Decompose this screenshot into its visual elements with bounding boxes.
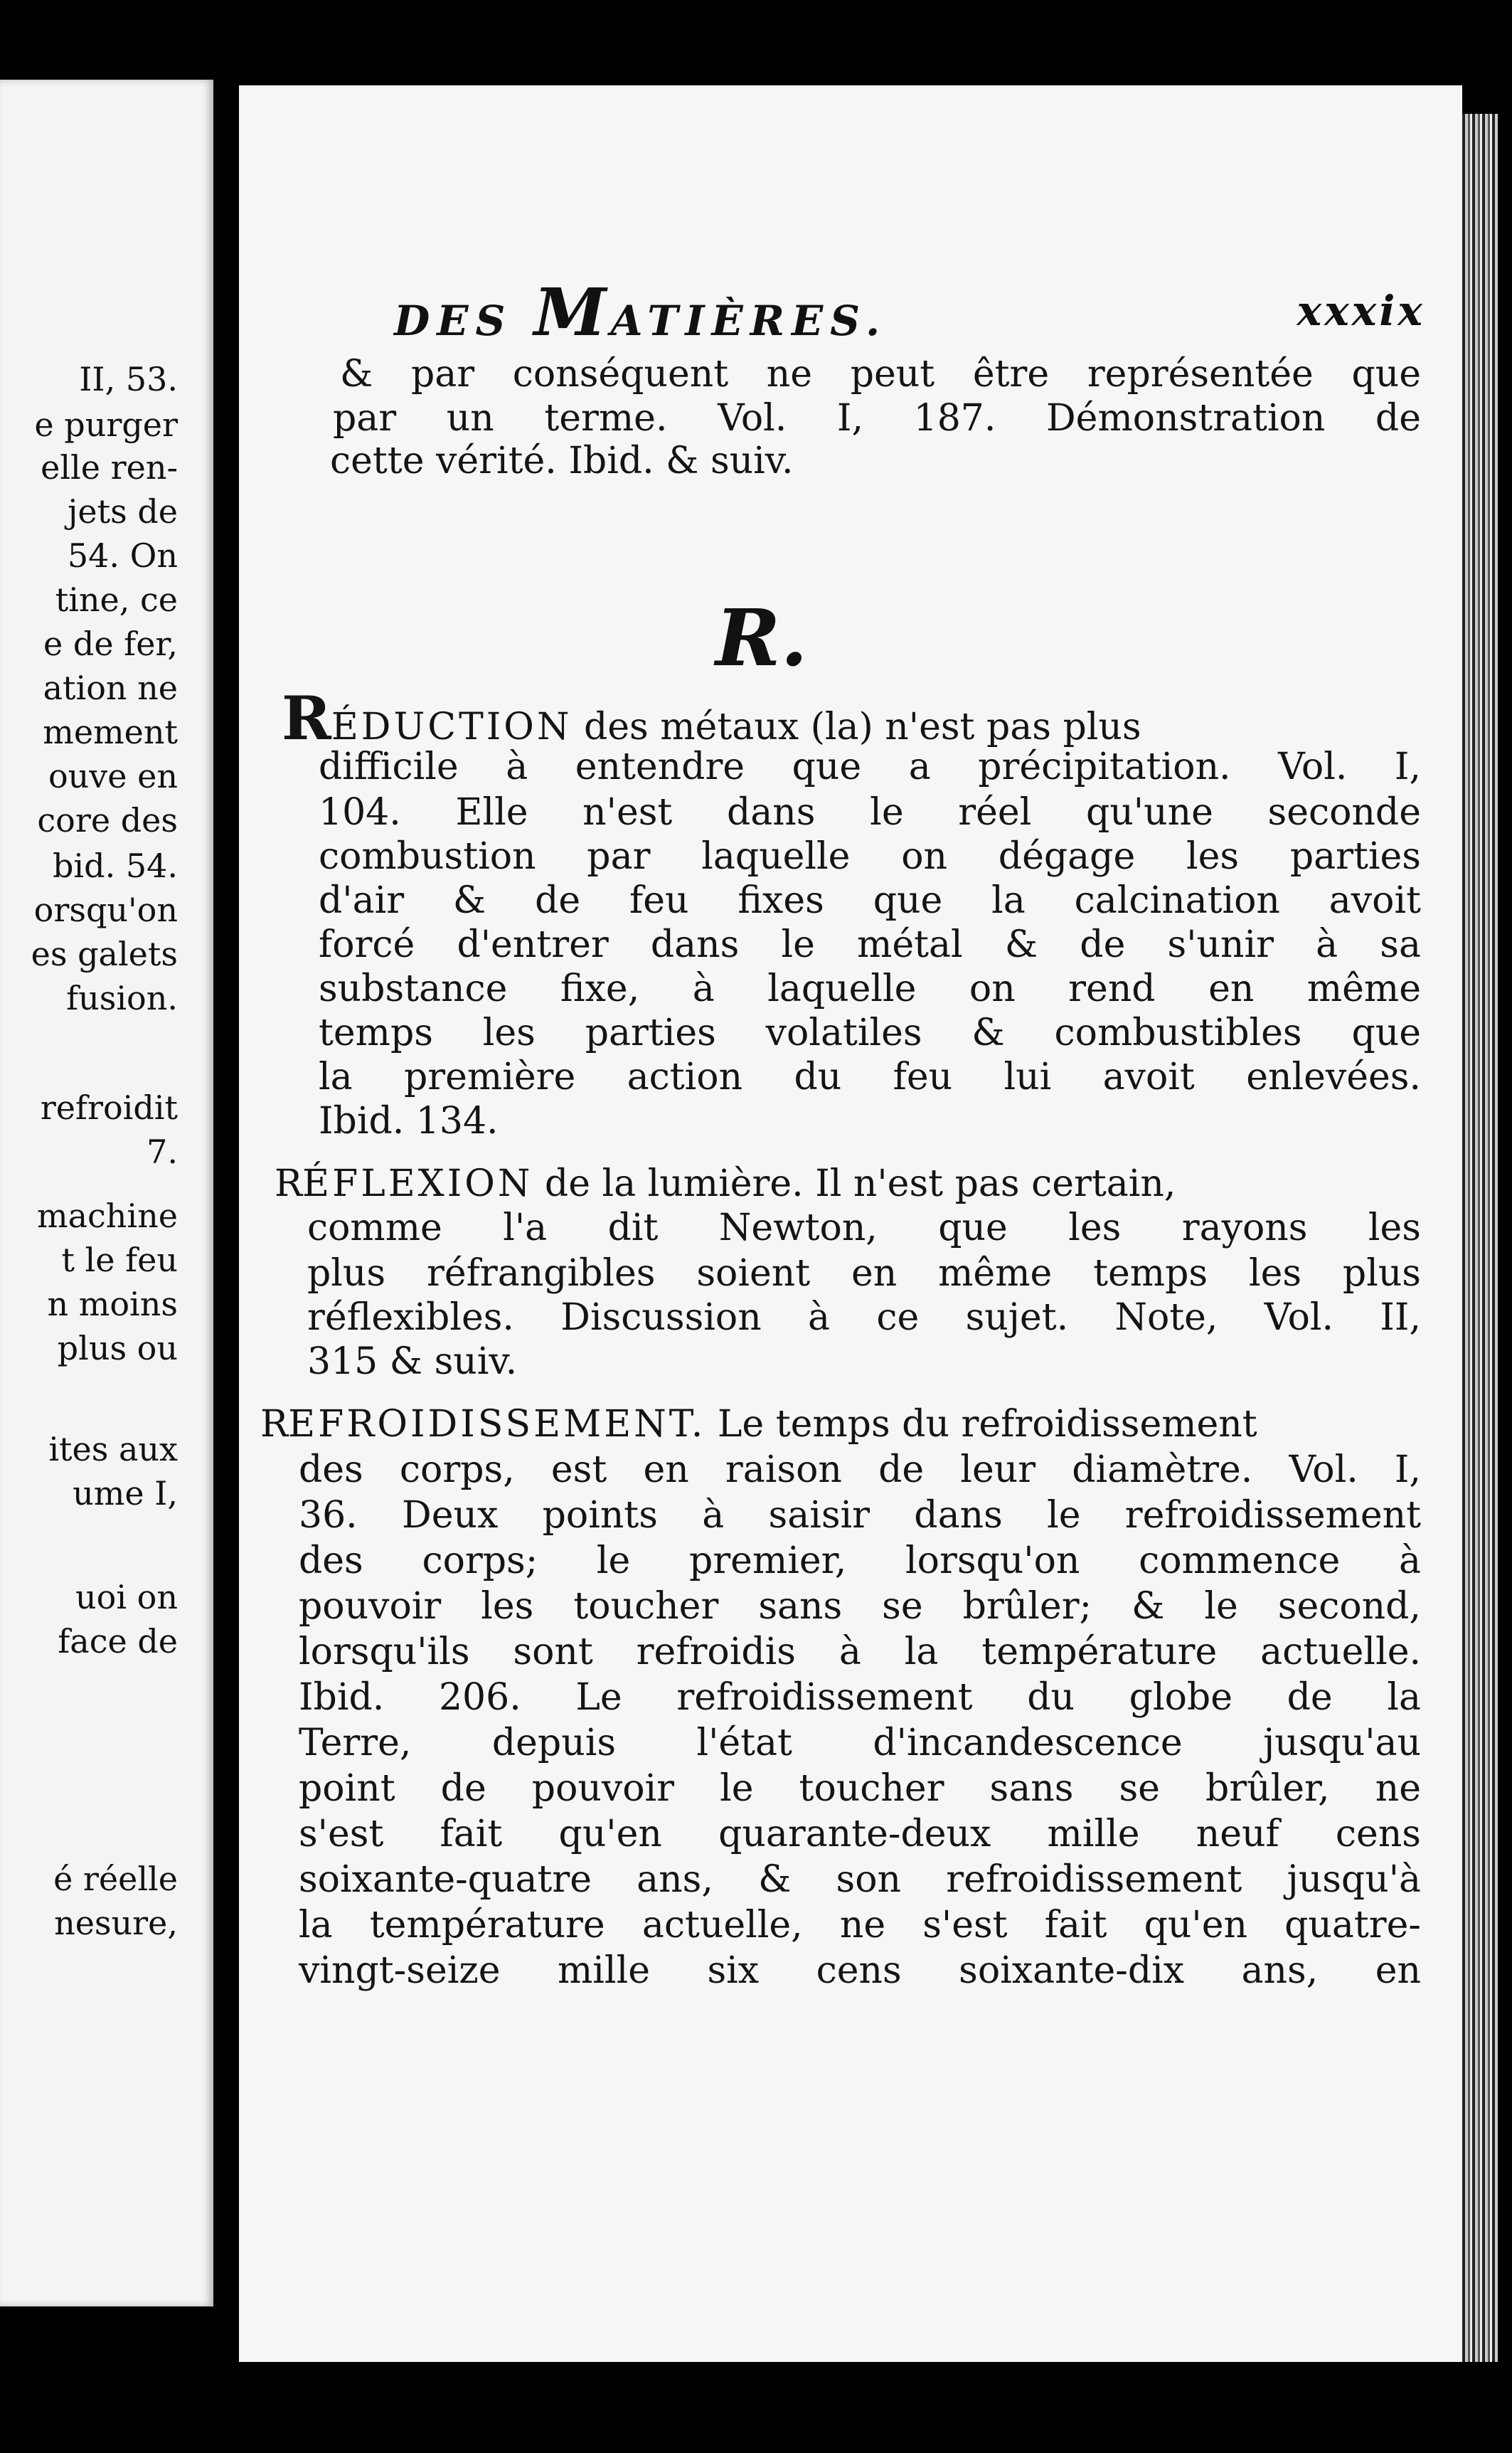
left-line: ume I, [73,1474,178,1512]
index-entry-first-line [275,1162,1421,1205]
left-page-fragment [0,80,213,2306]
left-line: machine [37,1197,178,1235]
left-line: t le feu [61,1241,178,1279]
left-line: plus ou [57,1329,178,1367]
book-gutter [213,0,239,2453]
left-line: jets de [68,492,178,531]
text-line: difficile à entendre que a précipitation. Vol. I, [319,746,1421,788]
left-line: bid. 54. [52,847,178,885]
text-line: & par conséquent ne peut être représentée que [340,353,1421,396]
left-line: refroidit [40,1088,178,1127]
page-edges [1462,114,1498,2362]
text-line: point de pouvoir le toucher sans se brûler, ne [299,1767,1421,1810]
text-line: par un terme. Vol. I, 187. Démonstration de [333,397,1421,440]
text-line: réflexibles. Discussion à ce sujet. Note, Vol. II, [307,1296,1421,1339]
text-line: Terre, depuis l'état d'incandescence jusqu'au [299,1722,1421,1764]
text-line: s'est fait qu'en quarante-deux mille neuf cens [299,1813,1421,1855]
text-line: Ibid. 206. Le refroidissement du globe de la [299,1676,1421,1719]
entry-text: des métaux (la) n'est pas plus [583,706,1141,748]
index-entry-first-line [260,1403,1421,1446]
text-line: Ibid. 134. [319,1100,499,1143]
text-line: substance fixe, à laquelle on rend en même [319,968,1421,1010]
running-head-title: DES MATIÈRES. [394,274,888,351]
left-line: 54. On [67,536,178,575]
left-line: core des [37,801,178,839]
left-line: ation ne [43,669,178,707]
index-entry-first-line [282,683,1421,753]
text-line: cette vérité. Ibid. & suiv. [330,440,794,482]
running-head [394,274,1425,352]
text-line: 36. Deux points à saisir dans le refroidissement [299,1494,1421,1537]
entry-text: de la lumière. Il n'est pas certain, [544,1162,1176,1205]
left-line: e de fer, [43,625,178,663]
text-line: la température actuelle, ne s'est fait qu'en quatre- [299,1904,1421,1946]
left-line: es galets [31,935,178,973]
entry-text: Le temps du refroidissement [717,1403,1257,1446]
left-line: e purger [34,406,178,444]
left-line: é réelle [53,1860,178,1898]
left-line: tine, ce [55,581,178,619]
left-line: mement [43,713,178,751]
text-line: temps les parties volatiles & combustibles que [319,1012,1421,1054]
left-line: uoi on [75,1578,178,1616]
left-line: elle ren- [41,448,178,487]
text-line: soixante-quatre ans, & son refroidissement jusqu'à [299,1858,1421,1901]
text-line: plus réfrangibles soient en même temps les plus [307,1252,1421,1295]
left-line: fusion. [66,979,178,1017]
text-line: forcé d'entrer dans le métal & de s'unir à sa [319,923,1421,966]
text-line: 315 & suiv. [307,1340,518,1383]
left-line: 7. [147,1133,178,1171]
text-line: 104. Elle n'est dans le réel qu'une seconde [319,791,1421,834]
text-line: la première action du feu lui avoit enlevées. [319,1056,1421,1098]
left-line: face de [58,1622,178,1660]
left-line: orsqu'on [33,891,178,929]
text-line: des corps; le premier, lorsqu'on commence à [299,1540,1421,1582]
text-line: pouvoir les toucher sans se brûler; & le second, [299,1585,1421,1628]
text-line: des corps, est en raison de leur diamètre. Vol. I, [299,1448,1421,1491]
section-letter: R. [715,592,808,684]
left-line: nesure, [54,1904,178,1942]
text-line: comme l'a dit Newton, que les rayons les [307,1207,1421,1249]
left-line: II, 53. [79,360,178,398]
left-line: ites aux [48,1430,178,1468]
entry-term: RÉDUCTION [282,683,573,753]
text-line: vingt-seize mille six cens soixante-dix ans, en [299,1949,1421,1992]
left-line: ouve en [48,757,178,795]
page-number: xxxix [1297,287,1425,335]
text-line: combustion par laquelle on dégage les parties [319,835,1421,878]
left-line: n moins [47,1285,178,1323]
entry-term: RÉFLEXION [275,1162,533,1205]
text-line: lorsqu'ils sont refroidis à la température actuelle. [299,1631,1421,1673]
text-line: d'air & de feu fixes que la calcination avoit [319,879,1421,922]
entry-term: REFROIDISSEMENT. [260,1403,706,1446]
right-page [239,85,1462,2362]
